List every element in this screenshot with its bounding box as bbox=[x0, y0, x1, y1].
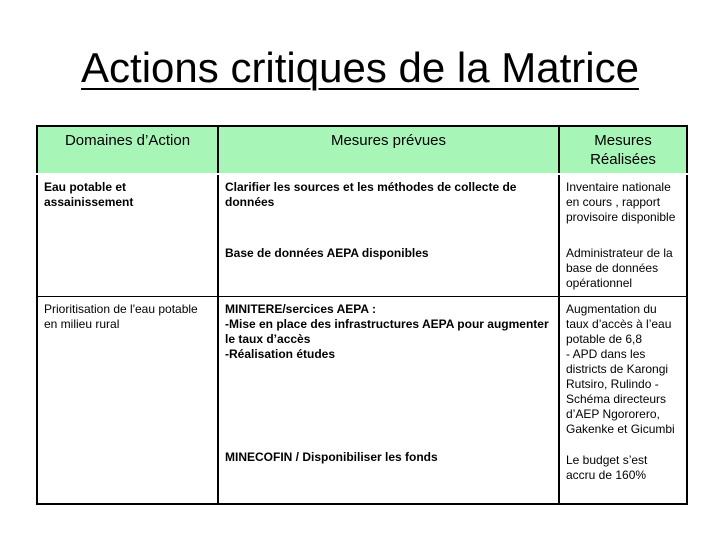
planned-cell bbox=[218, 174, 559, 241]
done-text: Inventaire nationale en cours , rapport provisoire disponible bbox=[566, 180, 676, 224]
domain-text: Prioritisation de l'eau potable en milieu rural bbox=[44, 302, 198, 331]
planned-text: Base de données AEPA disponibles bbox=[225, 246, 429, 260]
done-cell bbox=[559, 297, 687, 505]
domain-text: Eau potable et assainissement bbox=[44, 180, 134, 209]
planned-line: -Mise en place des infrastructures AEPA pour augmenter le taux d’accès bbox=[225, 317, 549, 346]
planned-cell bbox=[218, 297, 559, 505]
planned-line: MINITERE/sercices AEPA : bbox=[225, 302, 376, 316]
table-header-row bbox=[37, 126, 687, 174]
planned-extra: MINECOFIN / Disponibiliser les fonds bbox=[225, 450, 438, 464]
actions-matrix-table bbox=[36, 125, 688, 505]
done-line: Augmentation du taux d’accès à l’eau potable de 6,8 bbox=[566, 302, 672, 346]
planned-text: Clarifier les sources et les méthodes de collecte de données bbox=[225, 180, 517, 209]
table-row bbox=[37, 174, 687, 241]
page-title: Actions critiques de la Matrice bbox=[81, 44, 639, 91]
table-row bbox=[37, 297, 687, 505]
done-cell bbox=[559, 174, 687, 241]
planned-line: -Réalisation études bbox=[225, 347, 336, 361]
done-text: Administrateur de la base de données opérationnel bbox=[566, 246, 673, 290]
domain-cell bbox=[37, 174, 218, 297]
header-domain: Domaines d’Action bbox=[37, 126, 218, 174]
done-cell bbox=[559, 241, 687, 297]
header-planned: Mesures prévues bbox=[218, 126, 559, 174]
done-line: Le budget s’est accru de 160% bbox=[566, 453, 648, 482]
done-line: - APD dans les districts de Karongi Rutsiro, Rulindo - Schéma directeurs d’AEP Ngororero, Gakenke et Gicumbi bbox=[566, 347, 675, 436]
planned-cell bbox=[218, 241, 559, 297]
header-done: Mesures Réalisées bbox=[559, 126, 687, 174]
domain-cell bbox=[37, 297, 218, 505]
